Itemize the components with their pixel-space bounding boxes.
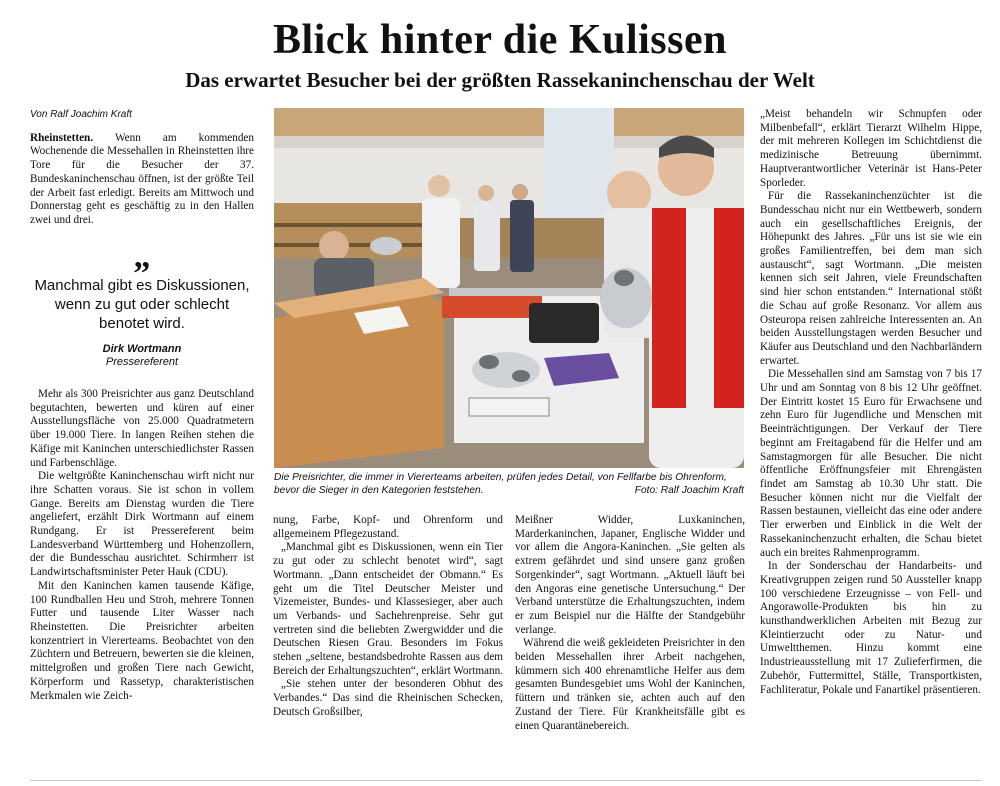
lead-paragraph xyxy=(30,132,254,228)
paragraph: „Meist behandeln wir Schnupfen oder Milbenbefall“, erklärt Tierarzt Wilhelm Hippe, der mit mehreren Kollegen im Schichtdienst die medizinische Betreuung übernimmt. Hauptverantwortlicher Veterinär ist Hans-Peter Sporleder. xyxy=(760,108,982,189)
paragraph: „Manchmal gibt es Diskussionen, wenn ein Tier zu gut oder zu schlecht benotet wird“, sagt Wortmann. „Dann entscheidet der Obmann.“ Es geht um die Titel Deutscher Meister und Vizemeister, Bundes- und Klassesieger, aber auch um Verbands- und Sachehrenpreise. Sehr gut vertreten sind die beliebten Zwergwidder und die Deutschen Riesen Grau. Besonders im Fokus stehen „seltene, bestandsbedrohte Rassen aus dem Bereich der Erhaltungszuchten“, erklärt Wortmann. xyxy=(273,541,504,677)
headline: Blick hinter die Kulissen xyxy=(273,17,727,63)
photo-caption xyxy=(274,471,744,497)
paragraph: Meißner Widder, Luxkaninchen, Marderkaninchen, Japaner, Englische Widder und vor allem die Angora-Kaninchen. „Sie gelten als extrem gefährdet und sind unsere ganz großen Sorgenkinder“, sagt Wortmann. „Aktuell läuft bei den Angoras eine genetische Untersuchung.“ Der Verband unterstütze die Erhaltungszuchten, indem er zum Beispiel nur die Hälfte der Standgebühr verlange. xyxy=(515,514,745,636)
lead-text: Wenn am kommenden Wochenende die Messehallen in Rheinstetten ihre Tore für die Besucher der 37. Bundeskaninchenschau öffnen, ist der größte Teil der Arbeit fast erledigt. Bereits am Mittwoch und Donnerstag geht es geschäftig zu in den Hallen zwei und drei. xyxy=(30,131,254,226)
paragraph: Für die Rassekaninchenzüchter ist die Bundesschau nicht nur ein Wettbewerb, sondern auch ein gesellschaftliches Ereignis, der Höhepunkt des Jahres. „Für uns ist sie wie ein großes Familientreffen, bei dem man sich austauscht“, sagt Wortmann. „Die meisten kennen sich seit Jahren, viele Freundschaften sind hier schon entstanden.“ International stößt die Schau auf große Resonanz. Vor allem aus Osteuropa reisen zahlreiche Interessenten an. An beiden Ausstellungstagen werden Besucher und Käufer aus Deutschland und den Nachbarländern erwartet. xyxy=(760,190,982,367)
caption-text: Die Preisrichter, die immer in Viererteams arbeiten, prüfen jedes Detail, von Fellfarbe bis Ohrenform, bevor die Sieger in den Kategorien feststehen. xyxy=(274,472,727,496)
paragraph: In der Sonderschau der Handarbeits- und Kreativgruppen zeigen rund 50 Aussteller knapp 100 verschiedene Erzeugnisse – von Fell- und Angorawolle-Produkten bis hin zu kunsthandwerklichen Arbeiten mit Bezug zur Kleintierzucht oder zu Natur- und Umweltthemen. Hinzu kommt eine Industrieausstellung mit 17 Zulieferfirmen, die Zubehör, Futtermittel, Ställe, Transportkisten, Fachliteratur, Pokale und Fanartikel präsentieren. xyxy=(760,560,982,696)
paragraph: Die Messehallen sind am Samstag von 7 bis 17 Uhr und am Sonntag von 8 bis 12 Uhr geöffnet. Der Eintritt kostet 15 Euro für Erwachsene und zehn Euro für Jugendliche und Menschen mit Beeinträchtigungen. Der Verkauf der Tiere beginnt am Freitagabend für die Helfer und am Samstagmorgen für alle Besucher. Die nicht öffentliche Eröffnungsfeier mit Ehrengästen findet am Samstag ab 10.30 Uhr statt. Die Besucher können nicht nur die Vielfalt der Rassen bestaunen, vielleicht das eine oder andere Tier erwerben und Einblick in die Welt der Rassekaninchenzucht erhalten, die Schau bietet auch ein breites Rahmenprogramm. xyxy=(760,368,982,559)
column-1 xyxy=(30,108,254,703)
paragraph: nung, Farbe, Kopf- und Ohrenform und allgemeinem Pflegezustand. xyxy=(273,514,503,540)
paragraph: Mit den Kaninchen kamen tausende Käfige, 100 Rundballen Heu und Stroh, mehrere Tonnen Futter und tausende Liter Wasser nach Rheinstetten. Die Preisrichter arbeiten konzentriert in Viererteams. Beobachtet von den Züchtern und Betreuern, bewerten sie die kleinen, mittelgroßen und großen Tiere nach Gewicht, Körperform und Rassetyp, charakteristischen Merkmalen wie Zeich- xyxy=(30,579,254,702)
paragraph: Mehr als 300 Preisrichter aus ganz Deutschland begutachten, bewerten und küren auf einer Ausstellungsfläche von 25.000 Quadratmetern über 19.000 Tiere. In langen Reihen stehen die Käfige mit Kaninchen unterschiedlichster Rassen und Farbenschläge. xyxy=(30,388,254,469)
paragraph: Während die weiß gekleideten Preisrichter in den beiden Messehallen ihrer Arbeit nachgehen, kümmern sich 400 ehrenamtliche Helfer aus dem gesamten Bundesgebiet ums Wohl der Kaninchen, füttern und tränken sie, achten auch auf den Zustand der Tiere. Für Krankheitsfälle gibt es einen Quarantänebereich. xyxy=(515,637,745,732)
photo-credit: Foto: Ralf Joachim Kraft xyxy=(634,485,744,496)
column-3 xyxy=(515,514,745,733)
paragraph: „Sie stehen unter der besonderen Obhut des Verbandes.“ Das sind die Rheinischen Schecken, Deutsch Großsilber, xyxy=(273,678,503,718)
byline: Von Ralf Joachim Kraft xyxy=(30,109,132,120)
paragraph: Die weltgrößte Kaninchenschau wirft nicht nur ihre Schatten voraus. Sie ist schon in vollem Gange. Bereits am Dienstag wurden die Tiere angeliefert, erzählt Dirk Wortmann auf einem Rundgang. Er ist Pressereferent beim Landesverband Württemberg und Hohenzollern, der die Bundesschau ausrichtet. Schirmherr ist Landwirtschaftsminister Peter Hauk (CDU). xyxy=(30,470,254,579)
pull-quote xyxy=(30,237,254,370)
quote-text: Manchmal gibt es Diskussionen, wenn zu gut oder schlecht benotet wird. xyxy=(34,276,250,332)
column-4 xyxy=(760,108,982,697)
article-photo xyxy=(274,108,744,468)
column-2 xyxy=(273,514,503,720)
quote-mark-icon: „ xyxy=(133,237,151,275)
bottom-rule xyxy=(30,780,982,781)
dateline: Rheinstetten. xyxy=(30,131,94,144)
quote-author: Dirk Wortmann xyxy=(102,342,182,355)
subheadline: Das erwartet Besucher bei der größten Rassekaninchenschau der Welt xyxy=(185,68,815,92)
quote-role: Pressereferent xyxy=(105,356,179,369)
